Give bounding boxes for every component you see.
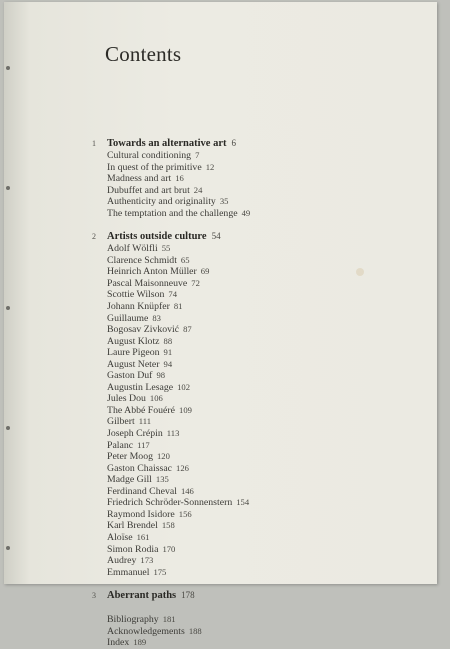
entry-title: Friedrich Schröder-Sonnenstern xyxy=(107,497,233,509)
entry-title: Authenticity and originality xyxy=(107,196,216,208)
entry-title: Joseph Crépin xyxy=(107,428,163,440)
book-page xyxy=(4,2,437,649)
entry-page-number: 81 xyxy=(173,301,183,312)
toc-entry xyxy=(107,370,422,382)
toc-entry xyxy=(107,405,422,417)
entry-page-number: 135 xyxy=(155,474,169,485)
entry-page-number: 181 xyxy=(162,614,176,625)
entry-title: Scottie Wilson xyxy=(107,289,165,301)
toc-entry xyxy=(107,416,422,428)
entry-title: Madge Gill xyxy=(107,474,152,486)
entry-page-number: 113 xyxy=(166,428,180,439)
backmatter-list xyxy=(107,614,422,649)
chapter-3 xyxy=(92,589,422,602)
entry-title: Audrey xyxy=(107,555,137,567)
entry-title: Johann Knüpfer xyxy=(107,301,170,313)
section-list xyxy=(107,150,422,219)
entry-page-number: 109 xyxy=(179,404,192,415)
toc-entry xyxy=(107,497,422,509)
entry-title: Gaston Chaissac xyxy=(107,462,173,474)
entry-page-number: 16 xyxy=(175,173,184,184)
entry-page-number: 106 xyxy=(149,393,163,404)
page-title: Contents xyxy=(105,42,182,66)
binding-hole xyxy=(6,186,10,190)
toc-entry xyxy=(107,359,422,371)
entry-title: Clarence Schmidt xyxy=(107,254,177,266)
toc-entry xyxy=(107,451,422,463)
entry-page-number: 154 xyxy=(236,497,250,508)
entry-title: Bibliography xyxy=(107,614,159,626)
entry-page-number: 55 xyxy=(161,243,171,254)
chapter-number: 1 xyxy=(92,139,96,148)
entry-title: Adolf Wölfli xyxy=(107,243,158,255)
binding-hole xyxy=(6,546,10,550)
entry-title: Pascal Maisonneuve xyxy=(107,277,188,289)
entry-page-number: 91 xyxy=(163,347,173,358)
entry-page-number: 189 xyxy=(133,637,147,648)
chapter-page-number: 54 xyxy=(211,231,221,242)
chapter-page-number: 178 xyxy=(181,590,195,601)
entry-page-number: 87 xyxy=(183,324,192,335)
toc-entry xyxy=(107,324,422,336)
toc-entry xyxy=(107,532,422,544)
chapter-2 xyxy=(92,230,422,578)
toc-entry xyxy=(107,243,422,255)
entry-page-number: 65 xyxy=(180,254,190,265)
toc-entry xyxy=(107,520,422,532)
toc-entry xyxy=(107,301,422,313)
toc-entry xyxy=(107,208,422,220)
entry-page-number: 173 xyxy=(140,555,154,566)
entry-title: Jules Dou xyxy=(107,393,146,405)
entry-page-number: 102 xyxy=(177,381,191,392)
entry-page-number: 94 xyxy=(163,358,173,369)
entry-title: Simon Rodia xyxy=(107,543,159,555)
chapter-title: Aberrant paths xyxy=(107,590,177,602)
entry-title: The temptation and the challenge xyxy=(107,207,238,219)
entry-page-number: 175 xyxy=(153,566,167,577)
entry-title: In quest of the primitive xyxy=(107,161,202,173)
entry-page-number: 98 xyxy=(156,370,166,381)
entry-title: Peter Moog xyxy=(107,451,153,463)
entry-title: Augustin Lesage xyxy=(107,381,174,393)
toc-entry xyxy=(107,196,422,208)
entry-page-number: 69 xyxy=(200,266,210,277)
toc-entry xyxy=(107,567,422,579)
entry-title: Raymond Isidore xyxy=(107,508,175,520)
entry-page-number: 24 xyxy=(193,184,203,195)
entry-title: Karl Brendel xyxy=(107,520,158,532)
entry-title: Acknowledgements xyxy=(107,625,185,637)
entry-title: Cultural conditioning xyxy=(107,150,192,161)
toc-entry xyxy=(107,266,422,278)
binding-hole xyxy=(6,66,10,70)
entry-page-number: 117 xyxy=(137,439,150,450)
chapter-page-number: 6 xyxy=(231,138,236,148)
entry-page-number: 88 xyxy=(163,335,173,346)
toc-entry xyxy=(107,173,422,185)
entry-title: Ferdinand Cheval xyxy=(107,485,177,497)
binding-hole xyxy=(6,426,10,430)
entry-title: Heinrich Anton Müller xyxy=(107,266,197,278)
toc-entry xyxy=(107,382,422,394)
entry-title: Laure Pigeon xyxy=(107,347,160,359)
toc-entry xyxy=(107,150,422,162)
toc-entry xyxy=(107,255,422,267)
entry-page-number: 12 xyxy=(205,161,215,172)
entry-page-number: 146 xyxy=(180,485,194,496)
entry-title: The Abbé Fouéré xyxy=(107,404,176,416)
entry-page-number: 35 xyxy=(219,196,229,207)
entry-page-number: 7 xyxy=(195,150,200,160)
chapter-number: 3 xyxy=(92,591,96,601)
toc-entry xyxy=(107,463,422,475)
backmatter-entry xyxy=(107,637,422,649)
entry-page-number: 161 xyxy=(136,531,150,542)
toc-entry xyxy=(107,336,422,348)
table-of-contents xyxy=(92,137,422,649)
entry-title: August Klotz xyxy=(107,335,160,347)
chapter-title: Artists outside culture xyxy=(107,231,207,243)
toc-entry xyxy=(107,393,422,405)
entry-page-number: 156 xyxy=(178,508,192,519)
entry-page-number: 188 xyxy=(188,625,202,636)
toc-entry xyxy=(107,278,422,290)
toc-entry xyxy=(107,509,422,521)
entry-title: Index xyxy=(107,637,130,649)
toc-entry xyxy=(107,162,422,174)
toc-entry xyxy=(107,555,422,567)
toc-entry xyxy=(107,289,422,301)
toc-entry xyxy=(107,185,422,197)
entry-title: Gaston Duf xyxy=(107,370,153,382)
toc-entry xyxy=(107,474,422,486)
entry-page-number: 72 xyxy=(191,277,200,288)
chapter-number: 2 xyxy=(92,232,96,242)
binding-hole xyxy=(6,306,10,310)
toc-entry xyxy=(107,486,422,498)
toc-entry xyxy=(107,347,422,359)
entry-title: Aloïse xyxy=(107,531,133,543)
chapter-heading xyxy=(92,589,422,602)
toc-entry xyxy=(107,544,422,556)
entry-page-number: 83 xyxy=(152,312,161,323)
entry-title: Madness and art xyxy=(107,173,172,185)
toc-entry xyxy=(107,440,422,452)
entry-page-number: 49 xyxy=(241,207,251,218)
chapter-1 xyxy=(92,137,422,219)
entry-page-number: 170 xyxy=(162,543,176,554)
entry-page-number: 126 xyxy=(176,462,189,473)
entry-page-number: 111 xyxy=(138,416,152,427)
entry-title: Gilbert xyxy=(107,416,135,428)
entry-title: Dubuffet and art brut xyxy=(107,184,190,196)
entry-title: Emmanuel xyxy=(107,566,150,578)
chapter-title: Towards an alternative art xyxy=(107,138,227,149)
entry-title: August Neter xyxy=(107,358,160,370)
chapter-list xyxy=(92,137,422,602)
section-list xyxy=(107,243,422,578)
entry-title: Guillaume xyxy=(107,312,149,324)
entry-page-number: 120 xyxy=(157,451,170,462)
toc-entry xyxy=(107,313,422,325)
backmatter-entry xyxy=(107,614,422,626)
toc-entry xyxy=(107,428,422,440)
chapter-heading xyxy=(92,137,422,150)
entry-title: Bogosav Zivković xyxy=(107,324,180,336)
entry-page-number: 158 xyxy=(161,520,175,531)
entry-page-number: 74 xyxy=(168,289,177,300)
backmatter-entry xyxy=(107,626,422,638)
chapter-heading xyxy=(92,230,422,243)
entry-title: Palanc xyxy=(107,439,134,451)
